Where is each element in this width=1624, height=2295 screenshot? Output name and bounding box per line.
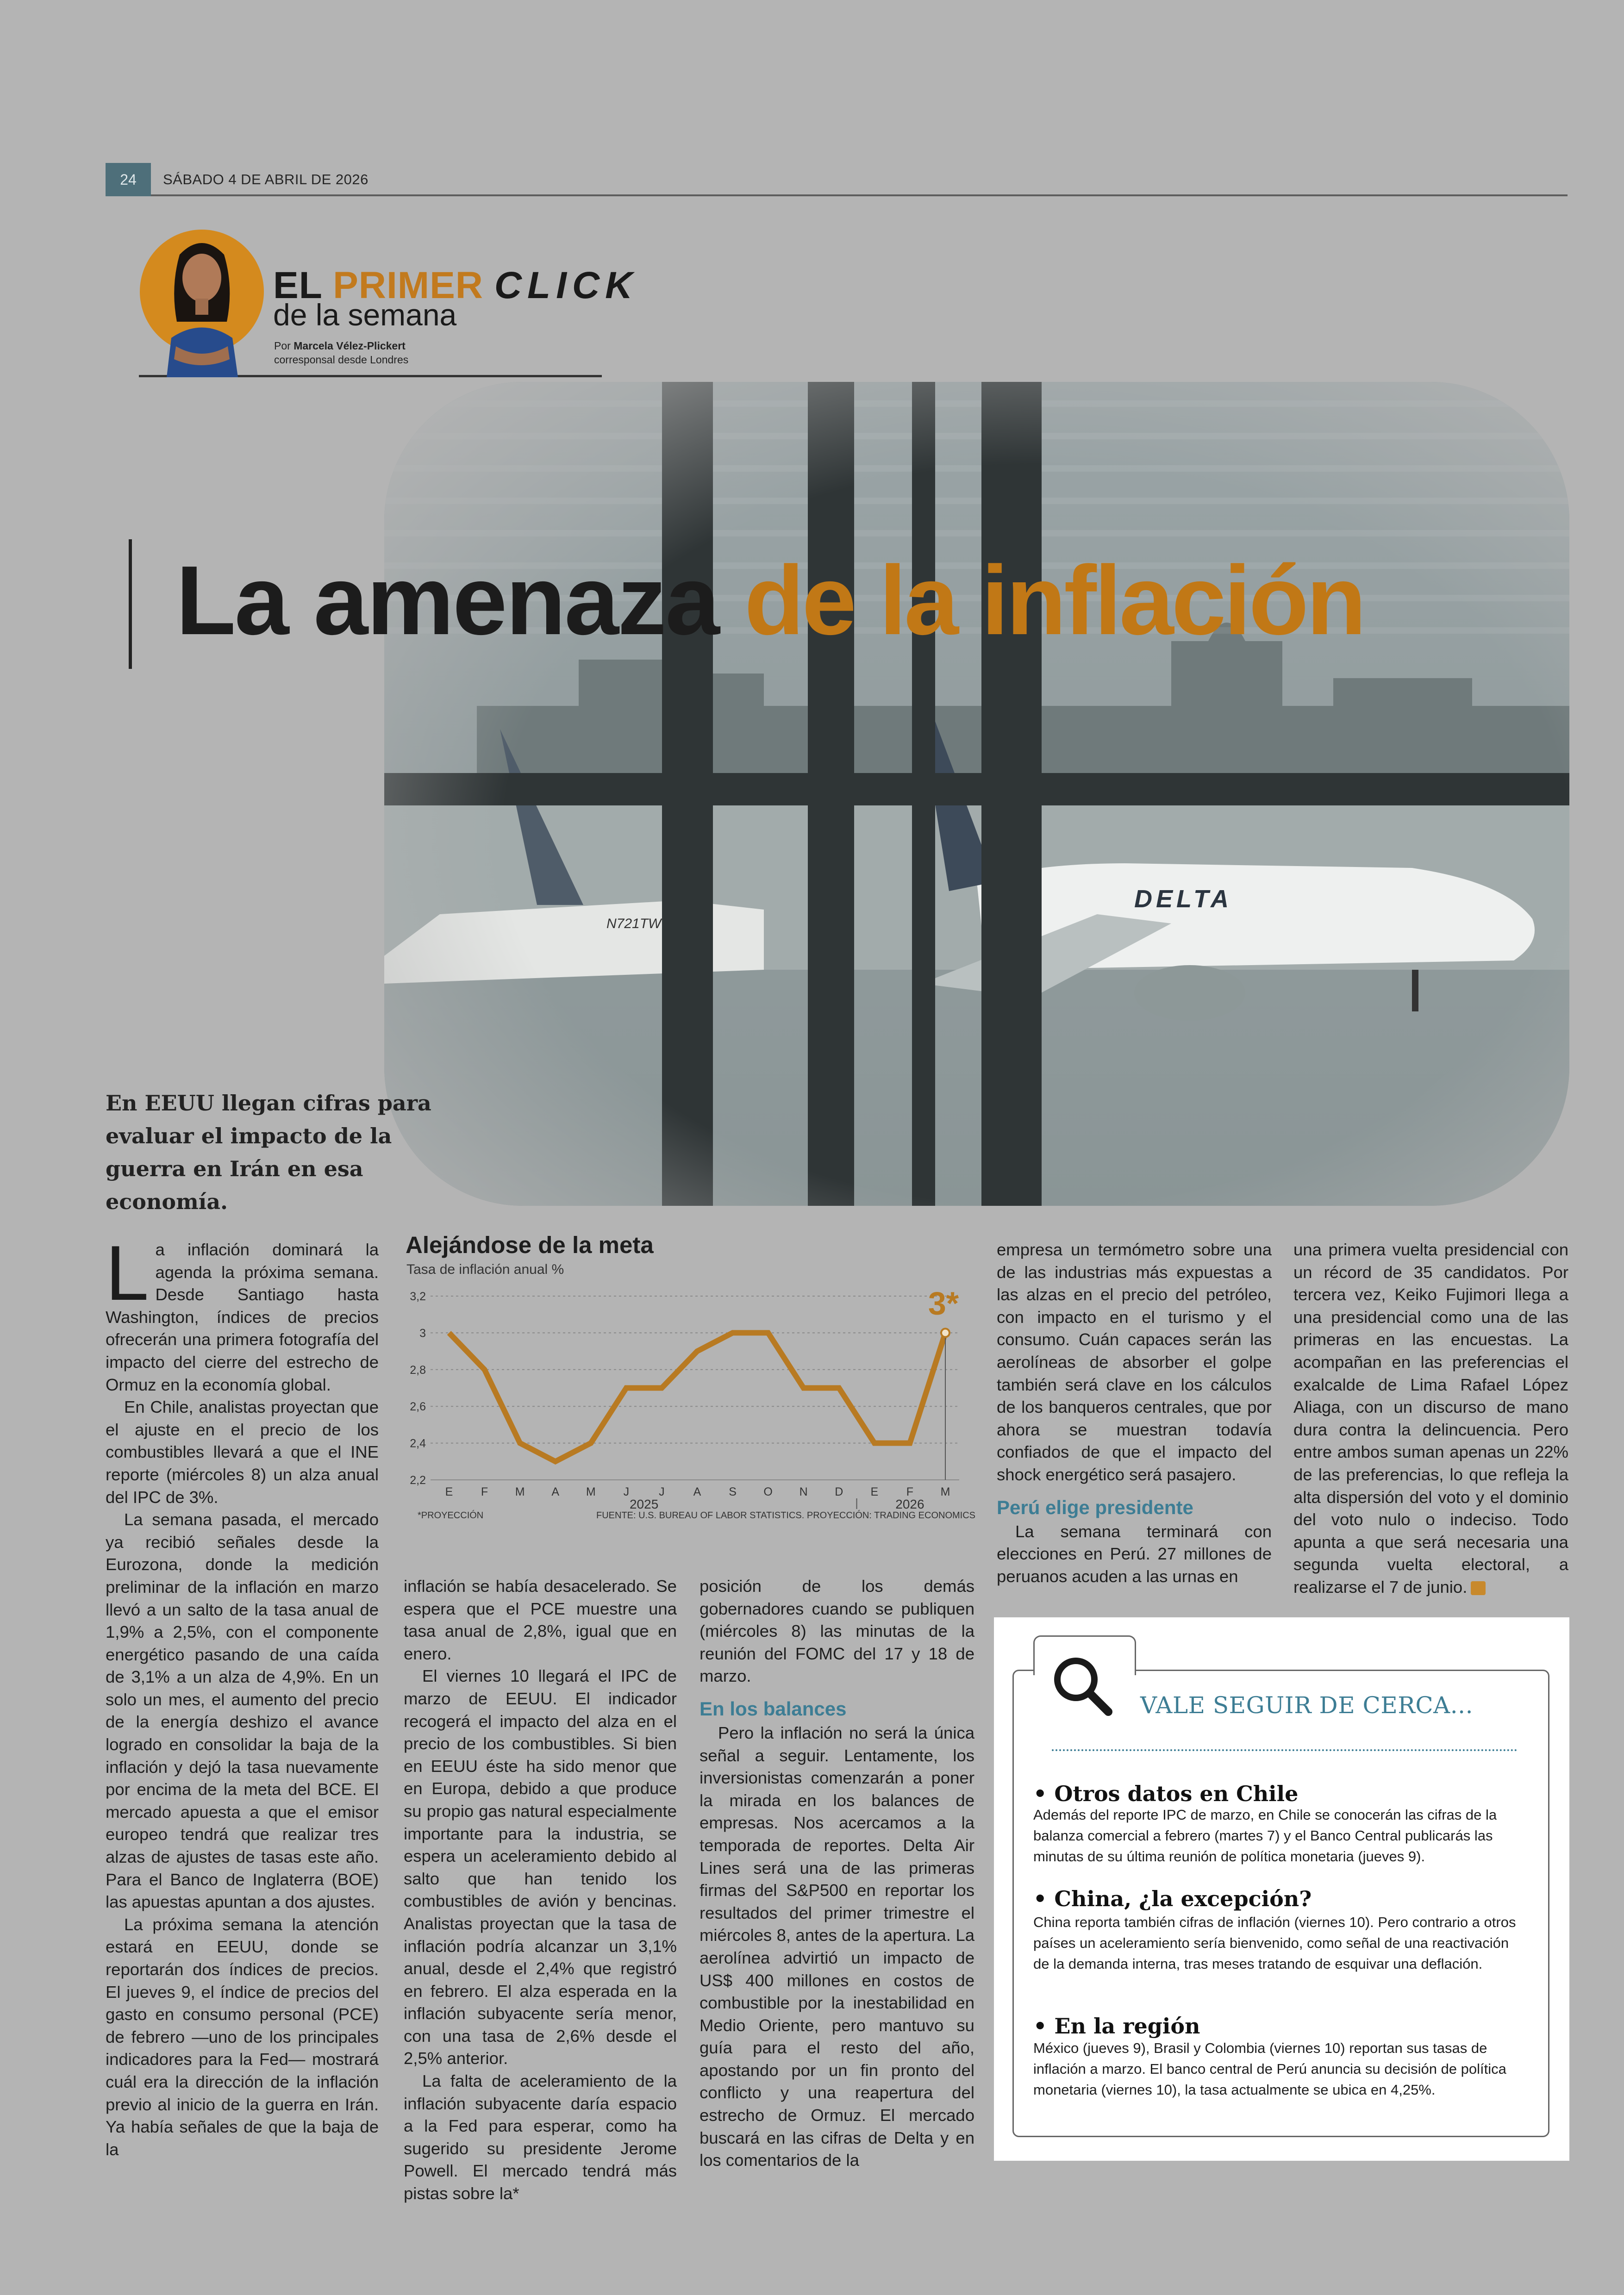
headline (176, 546, 1364, 654)
page-number: 24 (106, 163, 151, 196)
paragraph: La próxima semana la atención estará en EEUU, donde se reportarán dos índices de precios. El jueves 9, el índice de precios del gasto en consumo personal (PCE) de febrero —uno de los principales indicadores para la Fed— mostrará cuál era la dirección de la inflación previo al inicio de la guerra en Irán. Ya había señales de que la baja de la (106, 1915, 379, 2159)
sidebar-item-text: México (jueves 9), Brasil y Colombia (viernes 10) reportan sus tasas de inflación a marzo. El banco central de Perú anuncia su decisión de política monetaria (viernes 10), la tasa actualmente se ubica en 4,25%. (1033, 2040, 1506, 2098)
article-deck: En EEUU llegan cifras para evaluar el impacto de la guerra en Irán en esa economía. (106, 1091, 431, 1214)
article-column-3 (700, 1575, 974, 2172)
sidebar-item-heading: • Otros datos en Chile (1033, 1781, 1299, 1806)
subheading-peru: Perú elige presidente (997, 1496, 1193, 1518)
x-tick-label: N (799, 1485, 808, 1498)
chart-footnote: *PROYECCIÓN (418, 1510, 484, 1521)
paragraph: posición de los demás gobernadores cuando se publiquen (miércoles 8) las minutas de la reunión del FOMC del 17 y 18 de marzo. (700, 1577, 974, 1686)
hero-illustration (384, 382, 1569, 1206)
projection-label: 3* (928, 1285, 959, 1322)
paragraph: El viernes 10 llegará el IPC de marzo de EEUU. El indicador recogerá el impacto del alza en el precio de los combustibles. Si bien en EEUU éste ha sido menor que en Europa, debido a que produce su propio gas natural especialmente importante para la industria, se espera un aceleramiento debido al salto que han tenido los combustibles de avión y bencinas. Analistas proyectan que la tasa de inflación podría alcanzar un 3,1% anual, desde el 2,4% que registró en febrero. El alza esperada en la inflación subyacente sería menor, con una tasa de 2,6% desde el 2,5% anterior. (404, 1666, 677, 2068)
sidebar-item-heading-text: Otros datos en Chile (1054, 1781, 1299, 1806)
column-title-line2: de la semana (273, 298, 457, 332)
sidebar-title: VALE SEGUIR DE CERCA... (1140, 1692, 1473, 1719)
author-prefix: Por (274, 340, 291, 352)
page-date: SÁBADO 4 DE ABRIL DE 2026 (163, 171, 369, 187)
sidebar-divider (1052, 1749, 1517, 1751)
paragraph: empresa un termómetro sobre una de las industrias más expuestas a las alzas en el precio del petróleo, con impacto en el turismo y el consumo. Cuán capaces serán las aerolíneas de absorber el golpe también será clave en los cálculos de los banqueros centrales, que por ahora se muestran todavía confiados de que el impacto del shock energético será pasajero. (997, 1240, 1272, 1484)
x-tick-label: F (906, 1485, 914, 1498)
paragraph (106, 1229, 379, 1396)
series-line (449, 1333, 945, 1461)
projection-point (941, 1328, 949, 1337)
sidebar-item-heading: • China, ¿la excepción? (1033, 1886, 1312, 1911)
x-tick-label: S (729, 1485, 737, 1498)
paragraph-text: a inflación dominará la agenda la próxima semana. Desde Santiago hasta Washington, índices de precios ofrecerán una primera fotografía del impacto del cierre del estrecho de Ormuz en la economía global. (106, 1240, 379, 1394)
x-tick-label: J (623, 1485, 630, 1498)
inflation-chart (404, 1231, 975, 1532)
sidebar-item-heading-text: En la región (1054, 2014, 1200, 2039)
x-tick-label: O (763, 1485, 773, 1498)
x-tick-label: M (586, 1485, 596, 1498)
x-tick-label: M (940, 1485, 950, 1498)
paragraph: La semana pasada, el mercado ya recibió señales desde la Eurozona, donde la medición preliminar de la inflación en marzo llevó a un salto de la tasa anual de 1,9% a 2,5%, con el componente energético pasando de una caída de 3,1% a un alza de 4,9%. En un solo un mes, el aumento del precio de la energía deshizo el avance logrado en consolidar la baja de la inflación y dejó la tasa nuevamente por encima de la meta del BCE. El mercado apuesta a que el emisor europeo tendrá que realizar tres alzas de ajustes de tasas este año. Para el Banco de Inglaterra (BOE) las apuestas apuntan a dos ajustes. (106, 1510, 379, 1912)
sidebar-item-text: Además del reporte IPC de marzo, en Chile se conocerán las cifras de la balanza comercial a febrero (martes 7) y el Banco Central publicarás las minutas de su última reunión de política monetaria (jueves 9). (1033, 1807, 1497, 1865)
sidebar-item-text: China reporta también cifras de inflación (viernes 10). Pero contrario a otros países un aceleramiento sería bienvenido, como señal de una reactivación de la demanda interna, tras meses tratando de esquivar una deflación. (1033, 1914, 1516, 1972)
chart-plot (404, 1231, 975, 1509)
y-tick-label: 2,2 (410, 1474, 426, 1487)
column-title-primer: PRIMER (333, 264, 484, 306)
column-author (274, 340, 406, 352)
x-tick-label: E (445, 1485, 453, 1498)
paragraph: En Chile, analistas proyectan que el ajuste en el precio de los combustibles llevará a que el INE reporte (miércoles 8) un alza anual del IPC de 3%. (106, 1397, 379, 1507)
headline-part1: La amenaza (176, 545, 718, 655)
column-title-click: CLICK (494, 264, 638, 306)
x-tick-label: F (481, 1485, 488, 1498)
y-tick-label: 3 (419, 1327, 426, 1340)
article-column-2 (404, 1575, 677, 2205)
y-tick-label: 2,8 (410, 1363, 426, 1377)
author-avatar (139, 222, 265, 377)
hero-photo (384, 382, 1569, 1206)
x-tick-label: E (870, 1485, 879, 1498)
y-tick-label: 2,6 (410, 1400, 426, 1414)
column-title-el: EL (273, 264, 322, 306)
headline-rule (129, 539, 132, 669)
paragraph-text: una primera vuelta presidencial con un récord de 35 candidatos. Por tercera vez, Keiko Fujimori llega a una presidencial como una de las primeras en las encuestas. La acompañan en las preferencias el exalcalde de Lima Rafael López Aliaga, con un discurso de mano dura contra la delincuencia. Pero entre ambos suman apenas un 22% de las preferencias, lo que refleja la alta dispersión del voto y el dominio del voto nulo o indeciso. Todo apunta a que será necesaria una segunda vuelta electoral, a realizarse el 7 de junio. (1293, 1240, 1568, 1597)
page-header (106, 163, 1568, 196)
chart-title: Alejándose de la meta (406, 1232, 654, 1258)
x-tick-label: D (835, 1485, 843, 1498)
article-column-1 (106, 1229, 379, 2161)
headline-part2: de la inflación (744, 545, 1364, 655)
x-tick-label: M (515, 1485, 525, 1498)
chart-source: FUENTE: U.S. BUREAU OF LABOR STATISTICS. PROYECCIÓN: TRADING ECONOMICS (596, 1510, 975, 1521)
magnifier-icon (1050, 1653, 1115, 1718)
author-name: Marcela Vélez-Plickert (294, 340, 406, 352)
paragraph: inflación se había desacelerado. Se espera que el PCE muestre una tasa anual de 2,8%, igual que en enero. (404, 1577, 677, 1663)
y-tick-label: 2,4 (410, 1437, 426, 1450)
x-tick-label: J (659, 1485, 665, 1498)
year-label: 2026 (895, 1497, 924, 1509)
year-label: 2025 (629, 1497, 659, 1509)
column-branding (139, 218, 638, 377)
article-column-5 (1293, 1239, 1568, 1599)
paragraph: Pero la inflación no será la única señal a seguir. Lentamente, los inversionistas comenzarán a poner la mirada en los balances de empresas. Nos acercamos a la temporada de reportes. Delta Air Lines será una de las primeras firmas del S&P500 en reportar los resultados del primer trimestre el miércoles 8, antes de la apertura. La aerolínea advirtió un impacto de US$ 400 millones en costos de combustible por la inestabilidad en Medio Oriente, pero mantuvo su guía para el resto del año, apostando por un fin pronto del conflicto y una reapertura del estrecho de Ormuz. El mercado buscará en las cifras de Delta y en los comentarios de la (700, 1723, 974, 2170)
drop-cap: L (106, 1229, 149, 1316)
paragraph (1293, 1239, 1568, 1599)
sidebar-item-heading-text: China, ¿la excepción? (1054, 1886, 1312, 1911)
x-tick-label: A (693, 1485, 701, 1498)
y-tick-label: 3,2 (410, 1290, 426, 1303)
author-role: corresponsal desde Londres (274, 354, 409, 366)
sidebar-item-heading: • En la región (1033, 2014, 1200, 2039)
end-mark-icon (1471, 1581, 1486, 1595)
chart-subtitle: Tasa de inflación anual % (406, 1262, 564, 1277)
subheading-balances: En los balances (700, 1697, 847, 1720)
x-tick-label: A (551, 1485, 560, 1498)
paragraph: La semana terminará con elecciones en Perú. 27 millones de peruanos acuden a las urnas en (997, 1522, 1272, 1586)
article-column-4 (997, 1239, 1272, 1588)
paragraph: La falta de aceleramiento de la inflación subyacente daría espacio a la Fed para esperar, como ha sugerido su presidente Jerome Powell. El mercado tendrá más pistas sobre la* (404, 2071, 677, 2203)
